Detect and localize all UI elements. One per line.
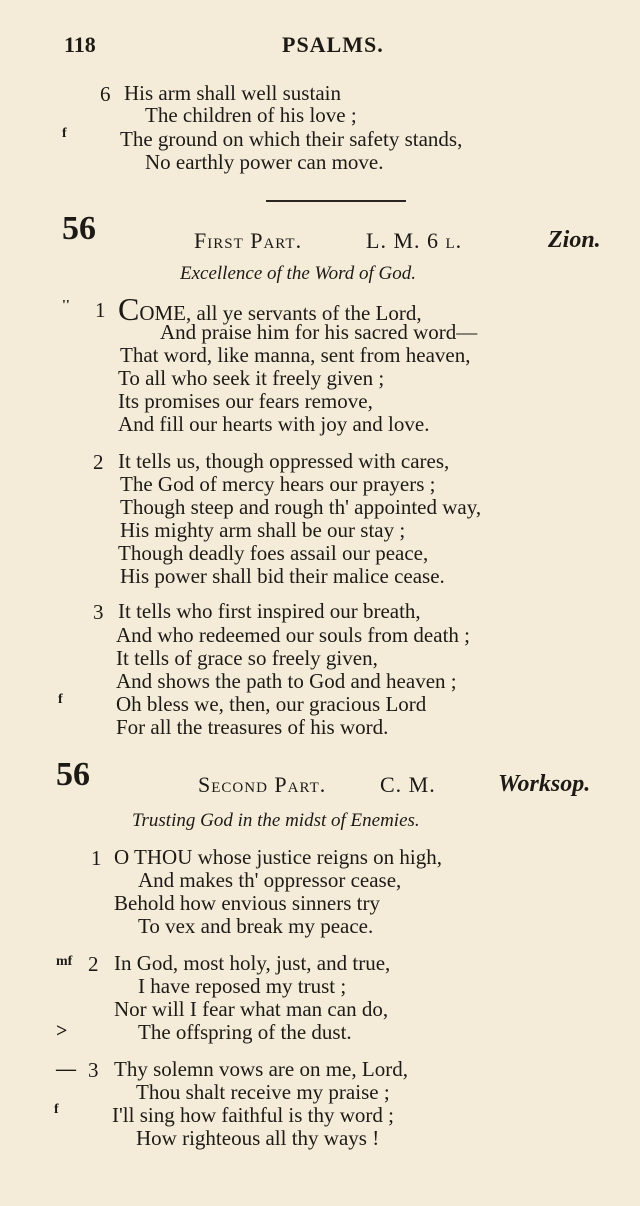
verse-line: Oh bless we, then, our gracious Lord: [116, 692, 427, 716]
hymn-meter: C. M.: [380, 772, 436, 797]
dynamic-mark: mf: [56, 954, 73, 969]
verse-line: Its promises our fears remove,: [118, 389, 373, 413]
verse-line: Behold how envious sinners try: [114, 891, 380, 915]
verse-number: 2: [93, 450, 104, 474]
dynamic-mark: —: [56, 1058, 76, 1080]
verse-line: In God, most holy, just, and true,: [114, 951, 391, 975]
running-title: PSALMS.: [282, 32, 384, 57]
hymn-meter: L. M. 6 l.: [366, 228, 463, 253]
verse-line: The ground on which their safety stands,: [120, 127, 463, 151]
verse-line: No earthly power can move.: [145, 150, 384, 174]
verse-line: Though steep and rough th' appointed way,: [120, 495, 482, 519]
dynamic-mark: f: [54, 1102, 59, 1117]
verse-line: To vex and break my peace.: [138, 914, 374, 938]
verse-line: It tells who first inspired our breath,: [118, 599, 421, 623]
dynamic-mark: >: [56, 1020, 68, 1042]
dynamic-mark: '': [62, 298, 70, 313]
hymn-number: 56: [56, 756, 90, 793]
tune-name: Zion.: [548, 227, 601, 253]
section-divider: [266, 200, 406, 202]
verse-line: The offspring of the dust.: [138, 1020, 352, 1044]
page-number: 118: [64, 32, 96, 57]
verse-line: Nor will I fear what man can do,: [114, 997, 389, 1021]
verse-line: It tells us, though oppressed with cares,: [118, 449, 450, 473]
hymn-number: 56: [62, 210, 96, 247]
verse-line: And shows the path to God and heaven ;: [116, 669, 457, 693]
verse-line: To all who seek it freely given ;: [118, 366, 385, 390]
dynamic-mark: f: [58, 692, 63, 707]
verse-number: 2: [88, 952, 99, 976]
verse-line: And fill our hearts with joy and love.: [118, 412, 430, 436]
verse-line: I have reposed my trust ;: [138, 974, 347, 998]
dynamic-mark: f: [62, 126, 67, 141]
verse-line: His arm shall well sustain: [124, 81, 341, 105]
verse-number: 1: [95, 298, 106, 322]
verse-line: His power shall bid their malice cease.: [120, 564, 445, 588]
verse-line: The children of his love ;: [145, 103, 357, 127]
hymn-part-title: Second Part.: [198, 772, 327, 797]
verse-line: O THOU whose justice reigns on high,: [114, 845, 442, 869]
hymn-subtitle: Excellence of the Word of God.: [180, 263, 417, 284]
verse-number: 3: [93, 600, 104, 624]
verse-line: Thou shalt receive my praise ;: [136, 1080, 390, 1104]
hymn-subtitle: Trusting God in the midst of Enemies.: [132, 810, 420, 831]
verse-line: And who redeemed our souls from death ;: [116, 623, 470, 647]
verse-line: Thy solemn vows are on me, Lord,: [114, 1057, 408, 1081]
verse-line: I'll sing how faithful is thy word ;: [112, 1103, 395, 1127]
verse-line: That word, like manna, sent from heaven,: [120, 343, 471, 367]
verse-line: His mighty arm shall be our stay ;: [120, 518, 406, 542]
verse-line: For all the treasures of his word.: [116, 715, 389, 739]
drop-cap: C: [118, 291, 140, 327]
verse-line: How righteous all thy ways !: [136, 1126, 380, 1150]
verse-line: Though deadly foes assail our peace,: [118, 541, 429, 565]
verse-line: It tells of grace so freely given,: [116, 646, 378, 670]
verse-line: The God of mercy hears our prayers ;: [120, 472, 436, 496]
verse-line-rest: OME, all ye servants of the Lord,: [139, 301, 422, 325]
verse-number: 1: [91, 846, 102, 870]
verse-number: 3: [88, 1058, 99, 1082]
verse-line: And makes th' oppressor cease,: [138, 868, 402, 892]
hymn-part-title: First Part.: [194, 228, 303, 253]
verse-number: 6: [100, 82, 111, 106]
verse-line: And praise him for his sacred word—: [160, 320, 478, 344]
tune-name: Worksop.: [498, 771, 591, 797]
